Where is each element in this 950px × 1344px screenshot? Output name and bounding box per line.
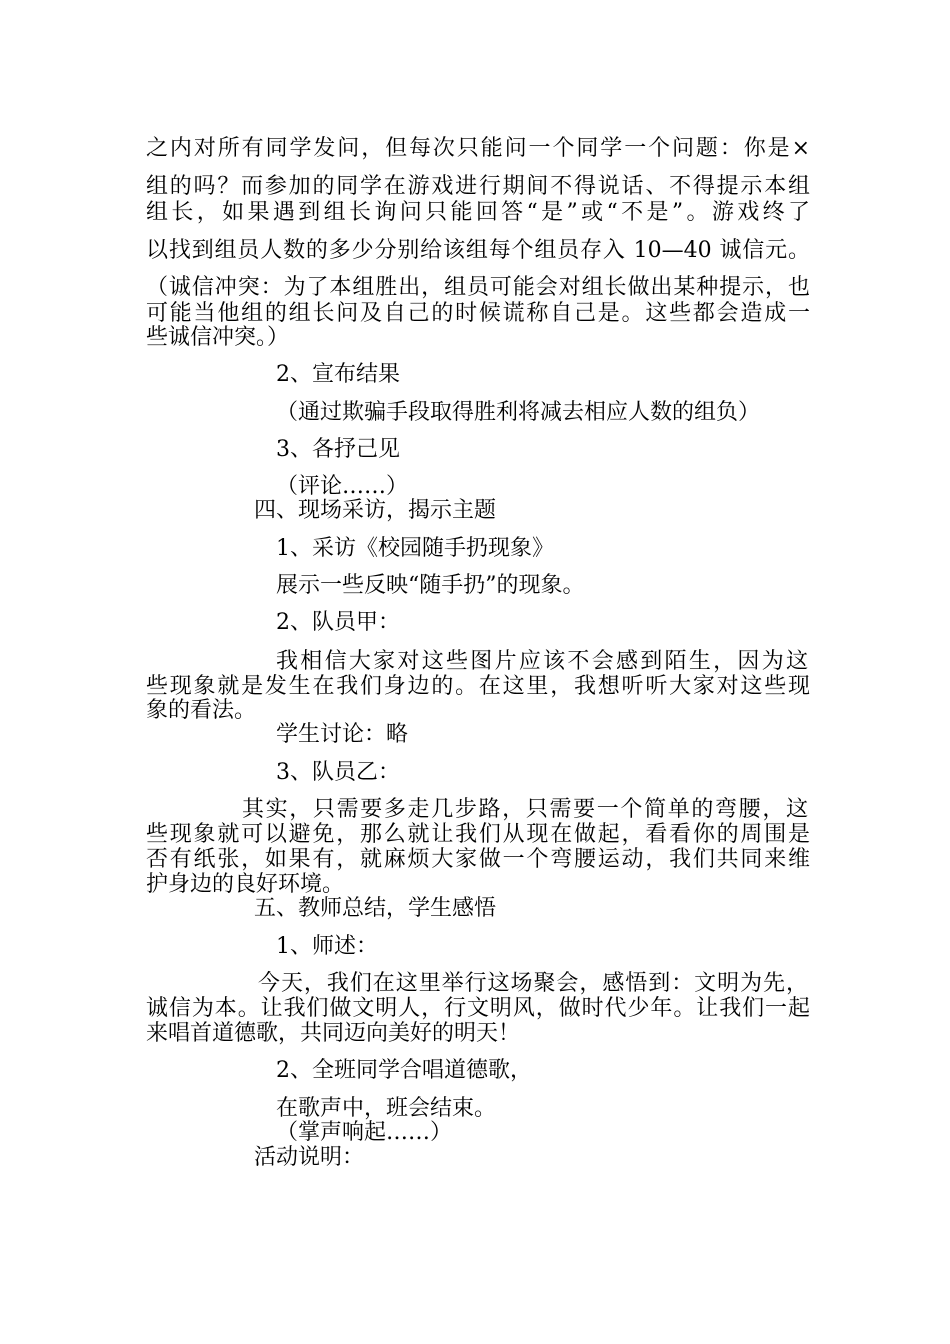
body-line: 诚信为本。让我们做文明人，行文明风，做时代少年。让我们一起 bbox=[146, 996, 810, 1021]
body-line: 其实，只需要多走几步路，只需要一个简单的弯腰，这 bbox=[242, 797, 808, 822]
body-line: 组的吗？而参加的同学在游戏进行期间不得说话、不得提示本组 bbox=[146, 174, 810, 199]
body-line: 象的看法。 bbox=[146, 698, 257, 723]
body-line: 否有纸张，如果有，就麻烦大家做一个弯腰运动，我们共同来维 bbox=[146, 847, 810, 872]
body-line: 些诚信冲突。） bbox=[146, 325, 290, 350]
section-item: 3、各抒己见 bbox=[276, 437, 400, 462]
body-line: 我相信大家对这些图片应该不会感到陌生，因为这 bbox=[276, 649, 808, 674]
section-item: 2、队员甲： bbox=[276, 610, 400, 635]
section-item: 2、全班同学合唱道德歌， bbox=[276, 1058, 532, 1083]
body-line: 学生讨论：略 bbox=[276, 722, 409, 747]
section-item: 1、采访《校园随手扔现象》 bbox=[276, 536, 554, 561]
section-item: 2、宣布结果 bbox=[276, 362, 400, 387]
section-item: 3、队员乙： bbox=[276, 760, 400, 785]
body-line: （掌声响起……） bbox=[276, 1120, 453, 1145]
body-line: 些现象就可以避免，那么就让我们从现在做起，看看你的周围是 bbox=[146, 822, 810, 847]
body-line: 以找到组员人数的多少分别给该组每个组员存入 10—40 诚信元。 bbox=[146, 238, 810, 263]
section-heading: 活动说明： bbox=[254, 1145, 365, 1170]
section-heading: 四、现场采访，揭示主题 bbox=[254, 498, 497, 523]
body-line: 展示一些反映“随手扔”的现象。 bbox=[276, 573, 585, 598]
body-line: 之内对所有同学发问，但每次只能问一个同学一个问题：你是× bbox=[146, 136, 810, 161]
body-line: 些现象就是发生在我们身边的。在这里，我想听听大家对这些现 bbox=[146, 674, 810, 699]
body-line: 今天，我们在这里举行这场聚会，感悟到：文明为先， bbox=[258, 971, 808, 996]
body-line: 在歌声中，班会结束。 bbox=[276, 1096, 497, 1121]
section-heading: 五、教师总结，学生感悟 bbox=[254, 896, 497, 921]
body-line: 组长，如果遇到组长询问只能回答“是”或“不是”。游戏终了 bbox=[146, 200, 810, 225]
body-line: （诚信冲突：为了本组胜出，组员可能会对组长做出某种提示，也 bbox=[146, 275, 810, 300]
body-line: 来唱首道德歌，共同迈向美好的明天！ bbox=[146, 1021, 521, 1046]
body-line: （通过欺骗手段取得胜利将减去相应人数的组负） bbox=[276, 400, 761, 425]
body-line: 护身边的良好环境。 bbox=[146, 872, 345, 897]
body-line: 可能当他组的组长问及自己的时候谎称自己是。这些都会造成一 bbox=[146, 301, 810, 326]
body-line: （评论……） bbox=[276, 474, 409, 499]
section-item: 1、师述： bbox=[276, 934, 378, 959]
